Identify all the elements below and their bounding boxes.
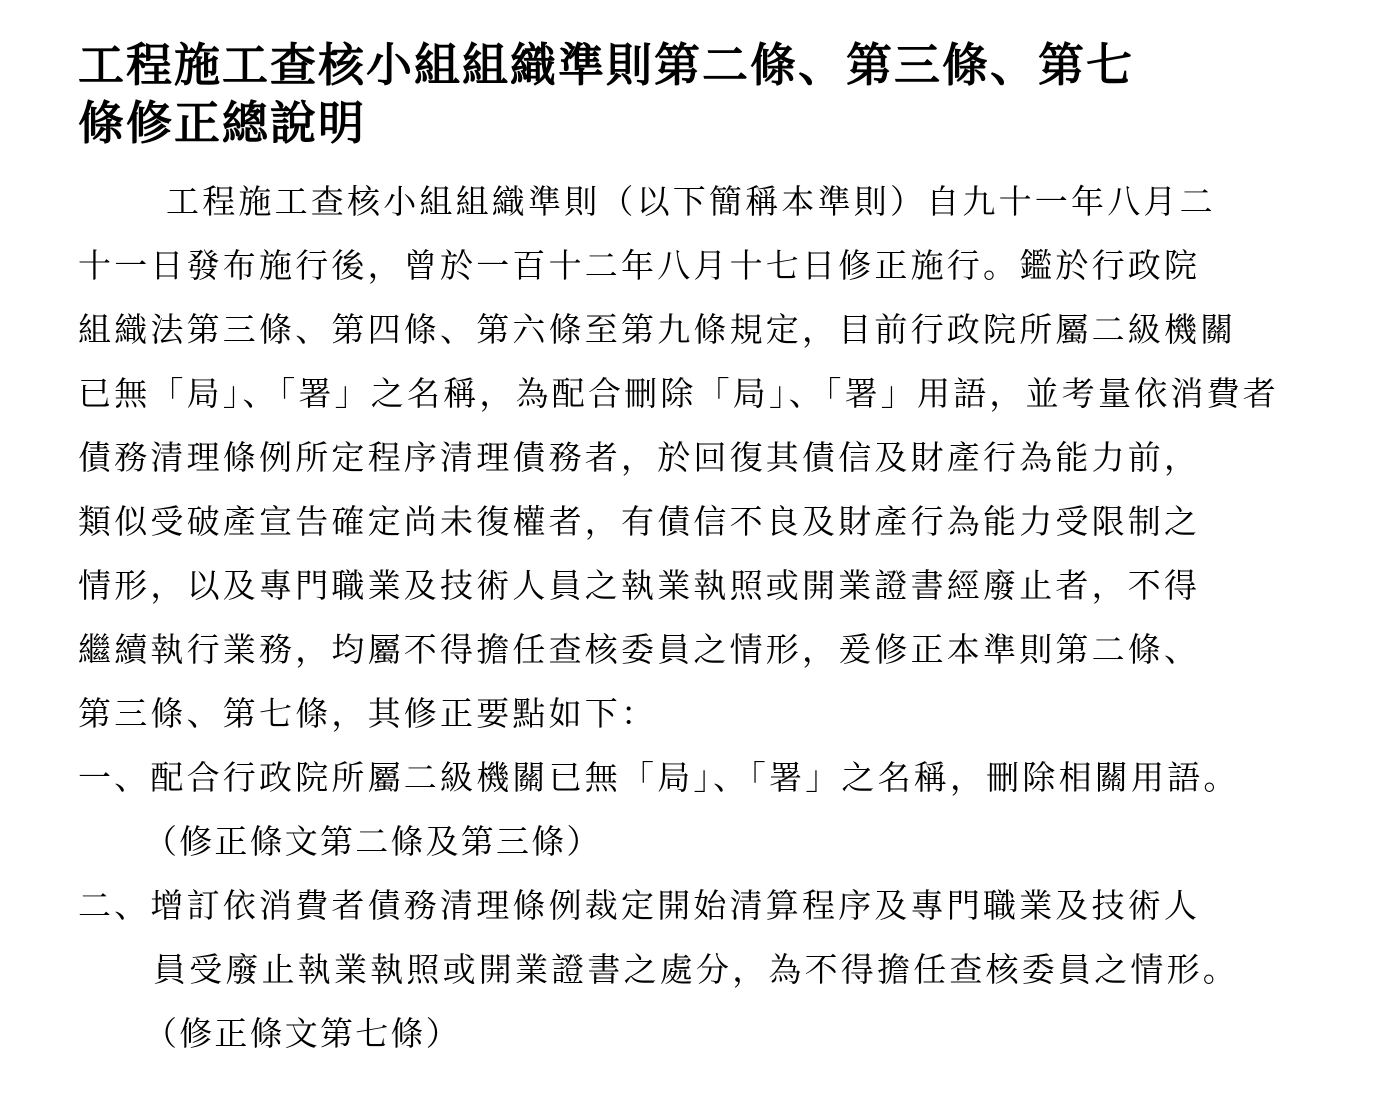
intro-line: 工程施工查核小組組織準則（以下簡稱本準則）自九十一年八月二: [166, 182, 1216, 221]
point-text-continued: 員受廢止執業執照或開業證書之處分，為不得擔任查核委員之情形。: [153, 950, 1239, 989]
intro-line: 債務清理條例所定程序清理債務者，於回復其債信及財產行為能力前，: [78, 438, 1201, 477]
intro-line: 情形，以及專門職業及技術人員之執業執照或開業證書經廢止者，不得: [78, 566, 1201, 605]
point-text: 二、增訂依消費者債務清理條例裁定開始清算程序及專門職業及技術人: [78, 886, 1201, 925]
point-reference-note: （修正條文第二條及第三條）: [144, 822, 602, 861]
intro-line: 組織法第三條、第四條、第六條至第九條規定，目前行政院所屬二級機關: [78, 310, 1237, 349]
point-reference-note: （修正條文第七條）: [144, 1014, 461, 1053]
intro-line: 第三條、第七條，其修正要點如下：: [78, 694, 658, 733]
intro-paragraph: [78, 170, 1308, 746]
intro-line: 十一日發布施行後，曾於一百十二年八月十七日修正施行。鑑於行政院: [78, 246, 1201, 285]
point-text: 一、配合行政院所屬二級機關已無「局」、「署」之名稱，刪除相關用語。: [78, 758, 1240, 797]
intro-line: 類似受破產宣告確定尚未復權者，有債信不良及財產行為能力受限制之: [78, 502, 1201, 541]
document-title: [78, 36, 1308, 152]
document-body: [78, 170, 1308, 1066]
intro-line: 繼續執行業務，均屬不得擔任查核委員之情形，爰修正本準則第二條、: [78, 630, 1201, 669]
intro-line: 已無「局」、「署」之名稱，為配合刪除「局」、「署」用語，並考量依消費者: [78, 374, 1279, 413]
amendment-point-1: [78, 746, 1308, 874]
amendment-point-2: [78, 874, 1308, 1066]
title-line-1: 工程施工查核小組組織準則第二條、第三條、第七: [78, 38, 1134, 92]
title-line-2: 條修正總說明: [78, 96, 366, 150]
